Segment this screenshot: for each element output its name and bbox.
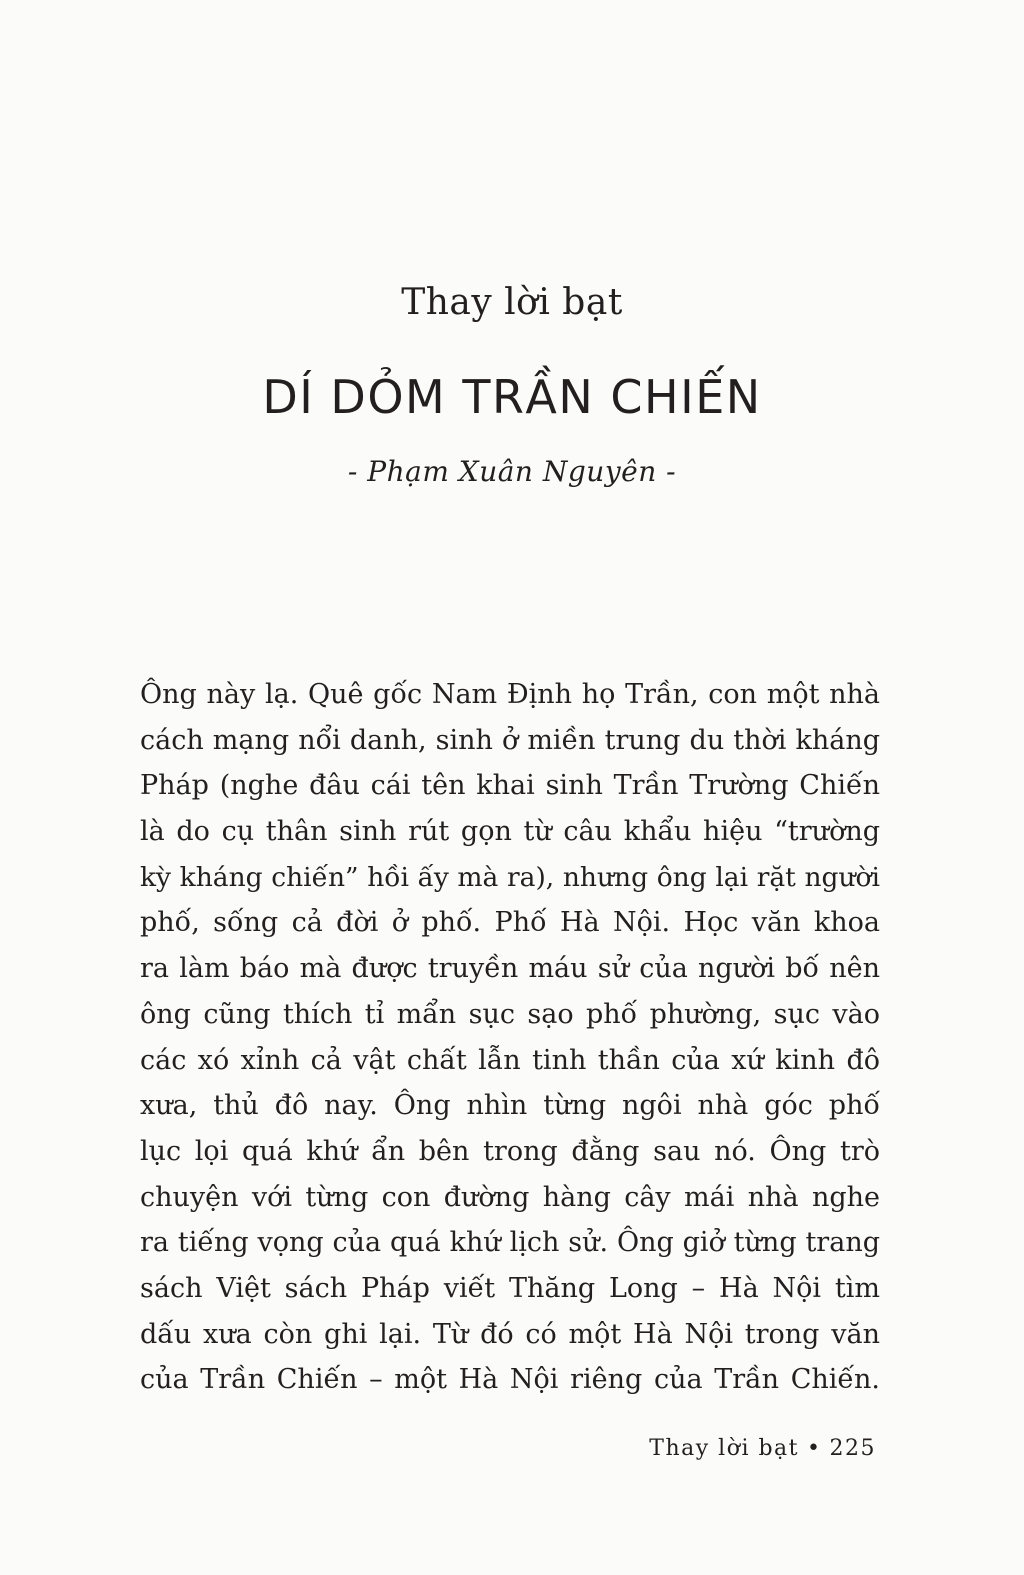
body-line: Ông này lạ. Quê gốc Nam Định họ Trần, con một nhà bbox=[140, 679, 880, 710]
running-head: Thay lời bạt bbox=[649, 1436, 800, 1461]
body-line: phố, sống cả đời ở phố. Phố Hà Nội. Học văn khoa bbox=[140, 907, 880, 939]
body-paragraph bbox=[140, 672, 880, 1403]
body-line: của Trần Chiến – một Hà Nội riêng của Trần Chiến. bbox=[140, 1364, 880, 1396]
body-line: chuyện với từng con đường hàng cây mái nhà nghe bbox=[140, 1181, 880, 1213]
body-line: cách mạng nổi danh, sinh ở miền trung du thời kháng bbox=[140, 724, 880, 756]
body-line: ra làm báo mà được truyền máu sử của người bố nên bbox=[140, 953, 880, 985]
bullet-separator: • bbox=[807, 1436, 822, 1461]
body-line: dấu xưa còn ghi lại. Từ đó có một Hà Nội trong văn bbox=[140, 1318, 880, 1350]
page-footer bbox=[649, 1436, 876, 1461]
body-line: Pháp (nghe đâu cái tên khai sinh Trần Trường Chiến bbox=[140, 770, 880, 802]
body-line: kỳ kháng chiến” hồi ấy mà ra), nhưng ông lại rặt người bbox=[140, 861, 880, 893]
author-byline: - Phạm Xuân Nguyên - bbox=[347, 455, 677, 488]
section-label: Thay lời bạt bbox=[401, 282, 623, 323]
body-line: lục lọi quá khứ ẩn bên trong đằng sau nó. Ông trò bbox=[140, 1135, 880, 1167]
body-line: ông cũng thích tỉ mẩn sục sạo phố phường, sục vào bbox=[140, 998, 880, 1030]
body-line: sách Việt sách Pháp viết Thăng Long – Hà Nội tìm bbox=[140, 1272, 880, 1304]
body-line: các xó xỉnh cả vật chất lẫn tinh thần của xứ kinh đô bbox=[140, 1044, 880, 1076]
body-line: ra tiếng vọng của quá khứ lịch sử. Ông giở từng trang bbox=[140, 1227, 880, 1259]
page-number: 225 bbox=[829, 1436, 876, 1461]
body-line: xưa, thủ đô nay. Ông nhìn từng ngôi nhà góc phố bbox=[140, 1090, 880, 1122]
body-line: là do cụ thân sinh rút gọn từ câu khẩu hiệu “trường bbox=[140, 816, 880, 848]
chapter-title: DÍ DỎM TRẦN CHIẾN bbox=[262, 370, 762, 424]
